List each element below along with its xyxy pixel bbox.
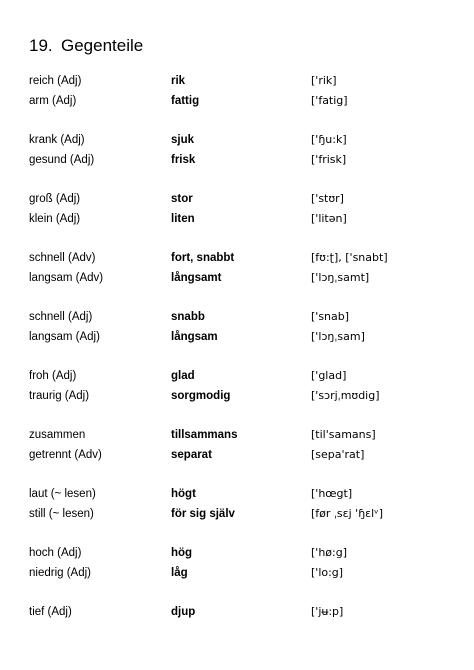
pronunciation: ['snab] xyxy=(311,310,350,323)
swedish-word: högt xyxy=(171,488,196,500)
german-word: klein (Adj) xyxy=(29,213,81,225)
pronunciation: ['ɧu:k] xyxy=(311,133,347,146)
german-word: niedrig (Adj) xyxy=(29,567,91,579)
vocab-row xyxy=(0,328,474,346)
vocab-row xyxy=(0,72,474,90)
german-word: groß (Adj) xyxy=(29,193,81,205)
page-title xyxy=(29,36,143,56)
swedish-word: fort, snabbt xyxy=(171,252,235,264)
swedish-word: för sig själv xyxy=(171,508,235,520)
swedish-word: långsamt xyxy=(171,272,222,284)
pronunciation: ['lɔŋˌsam] xyxy=(311,330,365,343)
german-word: laut (~ lesen) xyxy=(29,488,96,500)
german-word: gesund (Adj) xyxy=(29,154,95,166)
german-word: schnell (Adv) xyxy=(29,252,96,264)
swedish-word: rik xyxy=(171,75,186,87)
swedish-word: tillsammans xyxy=(171,429,238,441)
swedish-word: frisk xyxy=(171,154,196,166)
vocab-row xyxy=(0,426,474,444)
vocab-row xyxy=(0,603,474,621)
pronunciation: ['glad] xyxy=(311,369,347,382)
vocab-row xyxy=(0,446,474,464)
pronunciation: ['litən] xyxy=(311,212,347,225)
pronunciation: ['fatig] xyxy=(311,94,348,107)
german-word: hoch (Adj) xyxy=(29,547,82,559)
swedish-word: låg xyxy=(171,567,188,579)
german-word: schnell (Adj) xyxy=(29,311,93,323)
vocab-row xyxy=(0,151,474,169)
vocab-row xyxy=(0,387,474,405)
pronunciation: [sepa'rat] xyxy=(311,448,365,461)
pronunciation: [til'samans] xyxy=(311,428,376,441)
vocab-row xyxy=(0,190,474,208)
swedish-word: stor xyxy=(171,193,193,205)
swedish-word: separat xyxy=(171,449,212,461)
german-word: langsam (Adv) xyxy=(29,272,104,284)
swedish-word: djup xyxy=(171,606,196,618)
pronunciation: ['stʊr] xyxy=(311,192,344,205)
swedish-word: snabb xyxy=(171,311,205,323)
section-title: Gegenteile xyxy=(61,36,144,55)
section-number: 19. xyxy=(29,36,53,55)
vocab-row xyxy=(0,367,474,385)
vocab-row xyxy=(0,269,474,287)
german-word: langsam (Adj) xyxy=(29,331,100,343)
german-word: getrennt (Adv) xyxy=(29,449,102,461)
pronunciation: ['lo:g] xyxy=(311,566,344,579)
pronunciation: ['rik] xyxy=(311,74,337,87)
vocab-row xyxy=(0,210,474,228)
pronunciation: ['hœgt] xyxy=(311,487,353,500)
swedish-word: fattig xyxy=(171,95,200,107)
vocab-row xyxy=(0,485,474,503)
german-word: froh (Adj) xyxy=(29,370,77,382)
swedish-word: sjuk xyxy=(171,134,195,146)
pronunciation: ['jʉ:p] xyxy=(311,605,344,618)
german-word: tief (Adj) xyxy=(29,606,72,618)
vocab-row xyxy=(0,505,474,523)
pronunciation: ['sɔrjˌmʊdig] xyxy=(311,389,380,402)
swedish-word: hög xyxy=(171,547,193,559)
german-word: zusammen xyxy=(29,429,86,441)
pronunciation: [fʊ:ʈ], ['snabt] xyxy=(311,251,388,264)
german-word: arm (Adj) xyxy=(29,95,77,107)
vocab-row xyxy=(0,92,474,110)
vocab-row xyxy=(0,131,474,149)
german-word: reich (Adj) xyxy=(29,75,82,87)
german-word: krank (Adj) xyxy=(29,134,85,146)
swedish-word: glad xyxy=(171,370,195,382)
german-word: still (~ lesen) xyxy=(29,508,94,520)
pronunciation: ['hø:g] xyxy=(311,546,347,559)
swedish-word: liten xyxy=(171,213,195,225)
vocab-row xyxy=(0,564,474,582)
swedish-word: sorgmodig xyxy=(171,390,231,402)
swedish-word: långsam xyxy=(171,331,218,343)
pronunciation: ['frisk] xyxy=(311,153,347,166)
vocab-row xyxy=(0,249,474,267)
german-word: traurig (Adj) xyxy=(29,390,90,402)
pronunciation: [før ˌsɛj 'ɧɛlᵛ] xyxy=(311,507,384,520)
pronunciation: ['lɔŋˌsamt] xyxy=(311,271,370,284)
vocab-row xyxy=(0,544,474,562)
vocab-row xyxy=(0,308,474,326)
